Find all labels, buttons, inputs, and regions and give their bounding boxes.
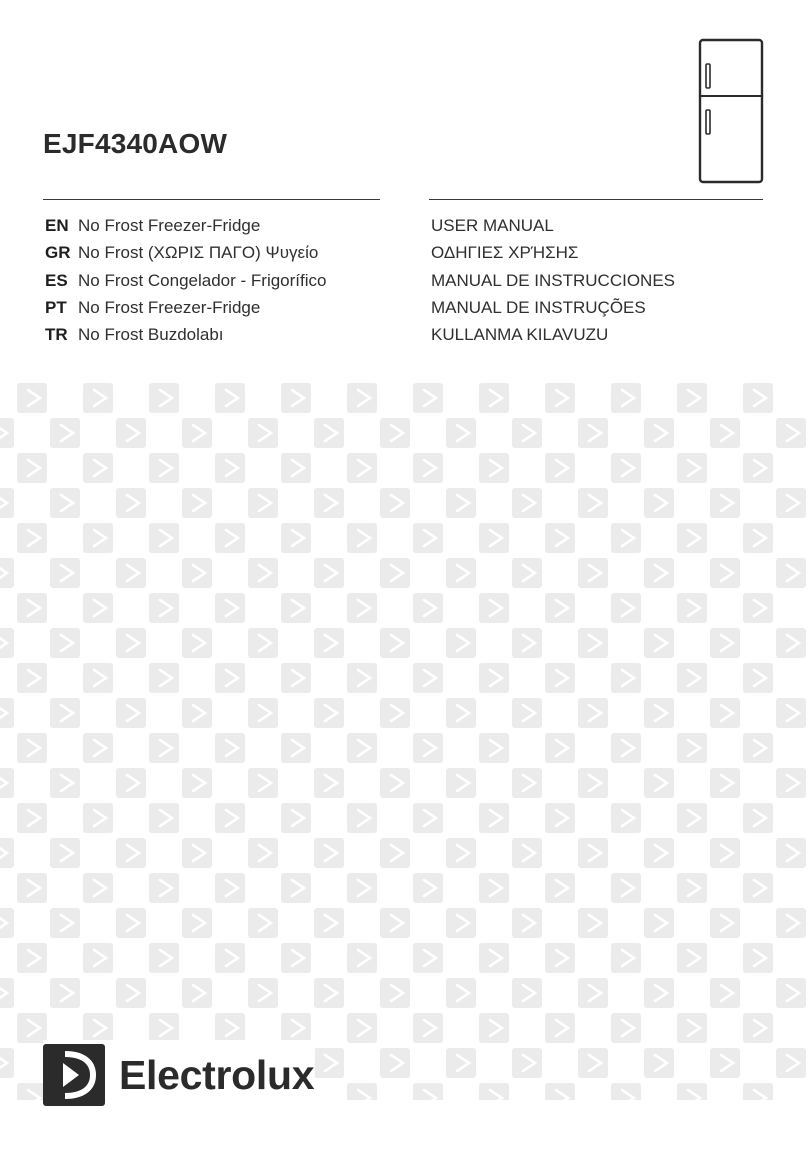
product-name: No Frost (ΧΩΡΙΣ ΠΑΓΟ) Ψυγείο <box>78 243 319 263</box>
manual-title: MANUAL DE INSTRUÇÕES <box>431 297 646 317</box>
header-divider-right <box>429 199 763 200</box>
product-name: No Frost Buzdolabı <box>78 325 224 345</box>
language-item <box>45 297 326 324</box>
language-item <box>45 215 326 242</box>
electrolux-logo-pattern <box>0 380 808 1100</box>
model-number: EJF4340AOW <box>43 128 228 159</box>
language-item <box>45 242 326 269</box>
language-code: TR <box>45 325 68 345</box>
product-name: No Frost Congelador - Frigorífico <box>78 270 327 290</box>
brand-name: Electrolux <box>119 1051 315 1098</box>
language-list <box>45 215 326 351</box>
electrolux-logo-icon <box>43 1044 105 1106</box>
manual-title-list <box>431 215 675 351</box>
language-code: PT <box>45 297 67 317</box>
language-item <box>45 324 326 351</box>
language-item <box>45 270 326 297</box>
product-name: No Frost Freezer-Fridge <box>78 297 261 317</box>
language-code: EN <box>45 216 69 235</box>
brand-logo <box>43 1040 315 1110</box>
manual-title: MANUAL DE INSTRUCCIONES <box>431 270 676 290</box>
manual-title: KULLANMA KILAVUZU <box>431 325 609 345</box>
product-name: No Frost Freezer-Fridge <box>78 216 261 235</box>
manual-title: USER MANUAL <box>431 216 554 235</box>
manual-title: ΟΔΗΓΙΕΣ ΧΡΉΣΗΣ <box>431 243 579 263</box>
fridge-freezer-icon <box>698 38 764 184</box>
language-code: GR <box>45 243 71 263</box>
language-code: ES <box>45 270 68 290</box>
header-divider-left <box>43 199 380 200</box>
